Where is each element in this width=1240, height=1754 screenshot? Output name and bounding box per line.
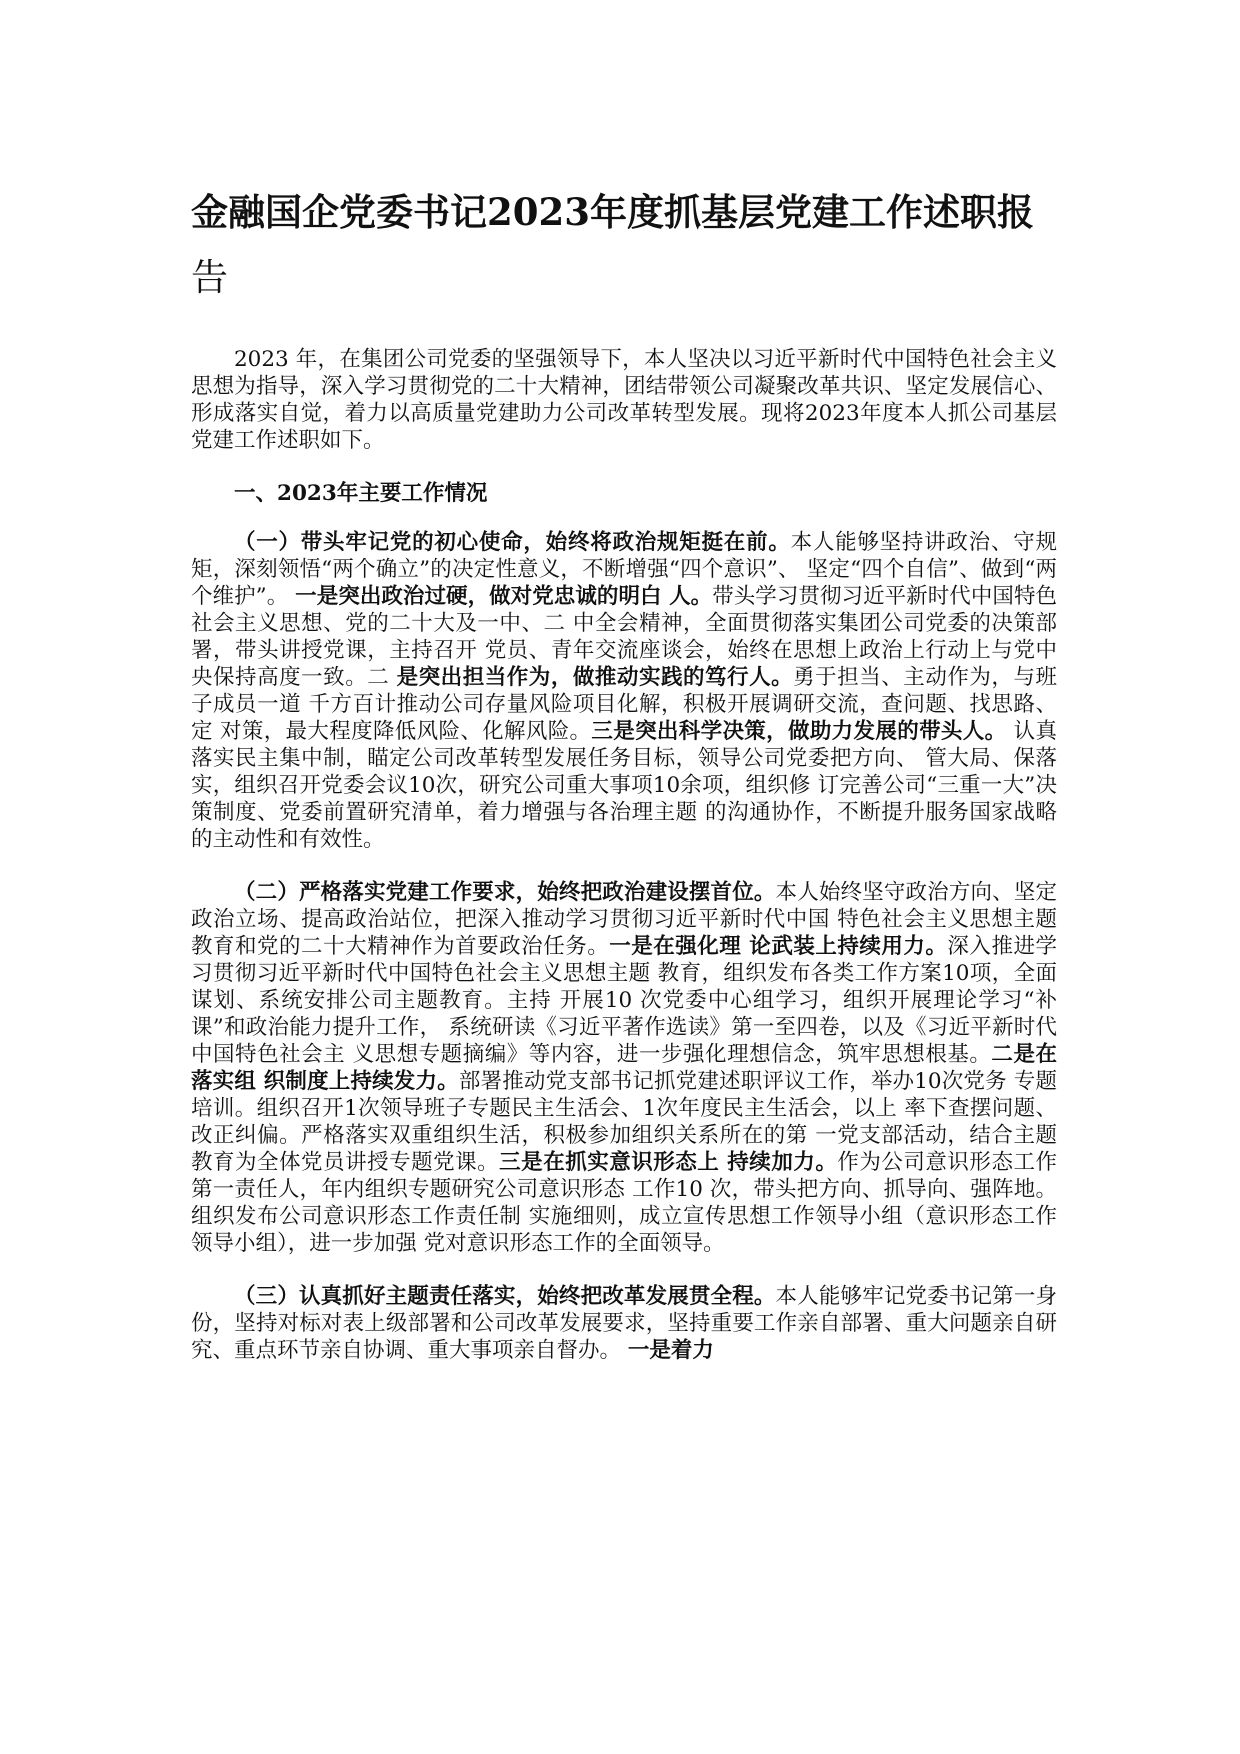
- section-paragraph-1: [191, 529, 1057, 853]
- section-paragraph-2: [191, 879, 1057, 1257]
- section-2-lead: （二）严格落实党建工作要求，始终把政治建设摆首位。: [234, 880, 776, 905]
- document-title: [191, 180, 1057, 310]
- section-2-point-2: 二是在落实组 织制度上持续发力。: [191, 1042, 1057, 1094]
- section-2-text-2: 深入推进学习贯彻习近平新时代中国特色社会主义思想主题 教育，组织发布各类工作方案10项，全面谋划、系统安排公司主题教育。主持 开展10 次党委中心组学习，组织开展理论学习“补课”和政治能力提升工作， 系统研读《习近平著作选读》第一至四卷，以及《习近平新时代中国特色社会主 义思想专题摘编》等内容，进一步强化理想信念，筑牢思想根基。: [191, 934, 1057, 1067]
- title-tail: 告: [191, 256, 228, 299]
- section-1-lead: （一）带头牢记党的初心使命，始终将政治规矩挺在前。: [234, 530, 791, 555]
- section-1-text-2: 带头学习贯彻习近平新时代中国特色社会主义思想、党的二十大及一中、二 中全会精神，全面贯彻落实集团公司党委的决策部署，带头讲授党课，主持召开 党员、青年交流座谈会，始终在思想上政治上行动上与党中央保持高度一致。二: [191, 584, 1057, 690]
- section-heading: 一、2023年主要工作情况: [234, 481, 488, 506]
- intro-paragraph: 2023 年，在集团公司党委的坚强领导下，本人坚决以习近平新时代中国特色社会主义思想为指导，深入学习贯彻党的二十大精神，团结带领公司凝聚改革共识、坚定发展信心、形成落实自觉，着力以高质量党建助力公司改革转型发展。现将2023年度本人抓公司基层党建工作述职如下。: [191, 347, 1057, 453]
- section-1-point-2: 是突出担当作为，做推动实践的笃行人。: [396, 665, 794, 690]
- document-page: [191, 180, 1057, 1390]
- section-2-point-1: 一是在强化理 论武装上持续用力。: [609, 934, 948, 959]
- section-2-point-3: 三是在抓实意识形态上 持续加力。: [499, 1150, 838, 1175]
- section-1-point-3: 三是突出科学决策，做助力发展的带头人。: [591, 719, 1007, 744]
- section-paragraph-3: [191, 1283, 1057, 1364]
- section-2-text-3: 部署推动党支部书记抓党建述职评议工作，举办10次党务 专题培训。组织召开1次领导班子专题民主生活会、1次年度民主生活会，以上 率下查摆问题、改正纠偏。严格落实双重组织生活，积极参加组织关系所在的第 一党支部活动，结合主题教育为全体党员讲授专题党课。: [191, 1069, 1057, 1175]
- section-2-text-4: 作为公司意识形态工作第一责任人，年内组织专题研究公司意识形态 工作10 次，带头把方向、抓导向、强阵地。组织发布公司意识形态工作责任制 实施细则，成立宣传思想工作领导小组（意识形态工作领导小组），进一步加强 党对意识形态工作的全面领导。: [191, 1150, 1057, 1256]
- section-3-text-1: 本人能够牢记党委书记第一身份，坚持对标对表上级部署和公司改革发展要求，坚持重要工作亲自部署、重大问题亲自研究、重点环节亲自协调、重大事项亲自督办。: [191, 1284, 1057, 1363]
- title-main: 金融国企党委书记2023年度抓基层党建工作述职报: [191, 190, 1034, 234]
- section-3-lead: （三）认真抓好主题责任落实，始终把改革发展贯全程。: [234, 1284, 776, 1309]
- section-1-text-3: 勇于担当、主动作为，与班子成员一道 千方百计推动公司存量风险项目化解，积极开展调研交流，查问题、找思路、定 对策，最大程度降低风险、化解风险。: [191, 665, 1057, 744]
- section-1-point-1: 一是突出政治过硬，做对党忠诚的明白 人。: [295, 584, 713, 609]
- section-1-text-1: 本人能够坚持讲政治、守规矩，深刻领悟“两个确立”的决定性意义，不断增强“四个意识”、 坚定“四个自信”、做到“两个维护”。: [191, 530, 1057, 609]
- section-3-point-1: 一是着力: [627, 1338, 714, 1363]
- section-1-text-4: 认真落实民主集中制，瞄定公司改革转型发展任务目标，领导公司党委把方向、 管大局、保落实，组织召开党委会议10次，研究公司重大事项10余项，组织修 订完善公司“三重一大”决策制度、党委前置研究清单，着力增强与各治理主题 的沟通协作，不断提升服务国家战略的主动性和有效性。: [191, 719, 1057, 852]
- section-2-text-1: 本人始终坚守政治方向、坚定政治立场、提高政治站位，把深入推动学习贯彻习近平新时代中国 特色社会主义思想主题教育和党的二十大精神作为首要政治任务。: [191, 880, 1057, 959]
